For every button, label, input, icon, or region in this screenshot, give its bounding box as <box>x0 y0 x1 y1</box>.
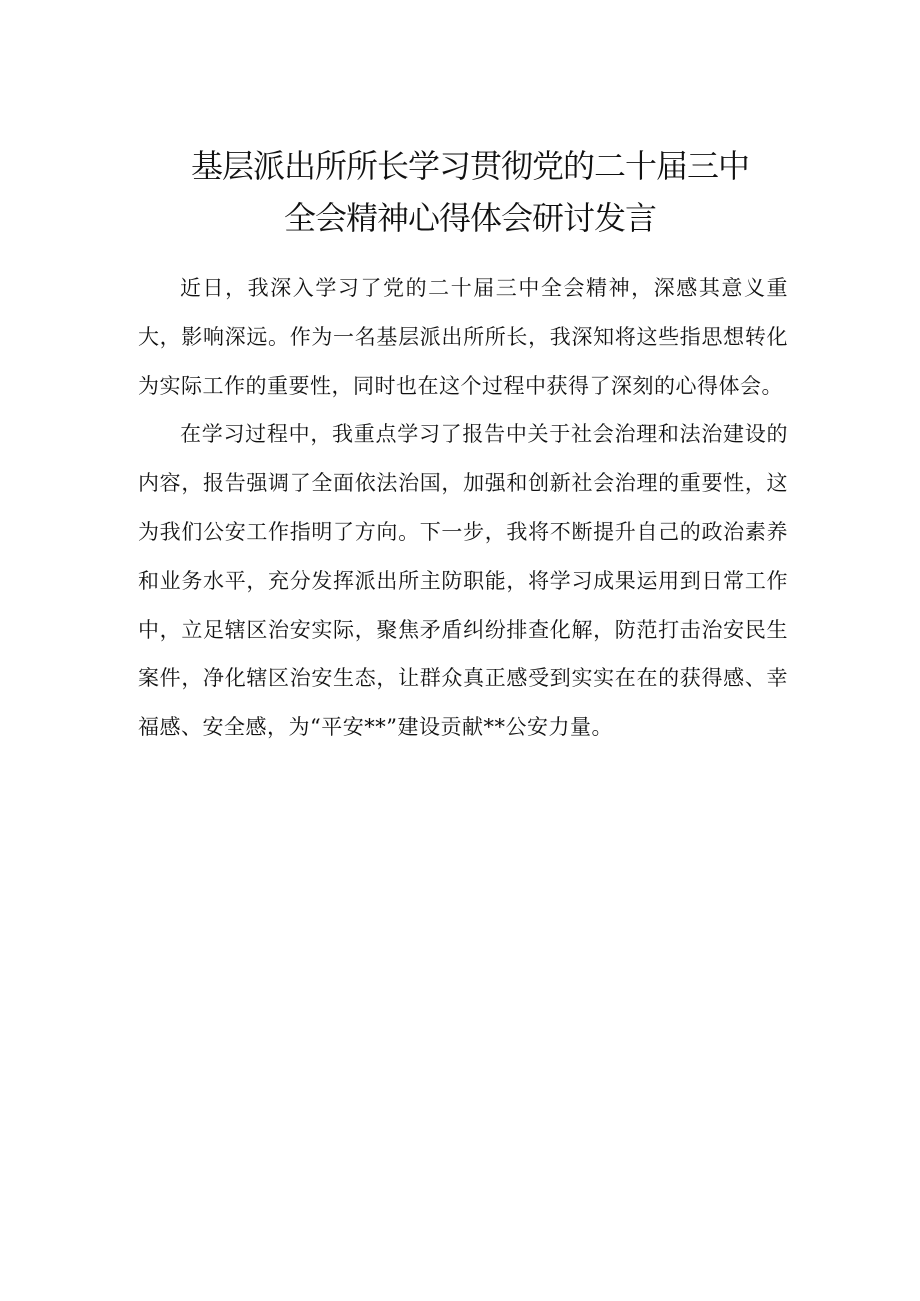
title-line-1: 基层派出所所长学习贯彻党的二十届三中 <box>190 147 749 185</box>
page-title <box>100 140 840 244</box>
title-line-2: 全会精神心得体会研讨发言 <box>283 199 656 237</box>
paragraph-2: 在学习过程中，我重点学习了报告中关于社会治理和法治建设的内容，报告强调了全面依法治国，加强和创新社会治理的重要性，这为我们公安工作指明了方向。下一步，我将不断提升自己的政治素养和业务水平，充分发挥派出所主防职能，将学习成果运用到日常工作中，立足辖区治安实际，聚焦矛盾纠纷排查化解，防范打击治安民生案件，净化辖区治安生态，让群众真正感受到实实在在的获得感、幸福感、安全感，为“平安**”建设贡献**公安力量。 <box>138 422 788 740</box>
body-text <box>138 264 788 752</box>
paragraph-1: 近日，我深入学习了党的二十届三中全会精神，深感其意义重大，影响深远。作为一名基层派出所所长，我深知将这些指思想转化为实际工作的重要性，同时也在这个过程中获得了深刻的心得体会。 <box>138 276 788 398</box>
